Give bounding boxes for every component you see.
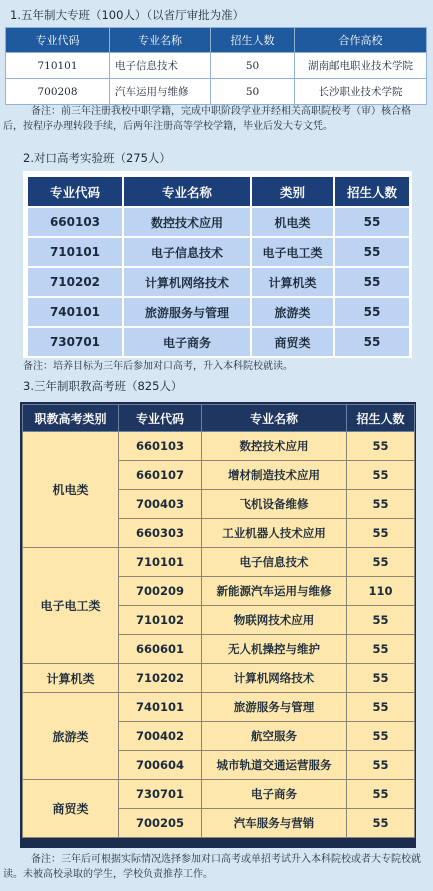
header-partner: 合作高校 — [295, 28, 427, 53]
cell-code: 710101 — [119, 548, 202, 577]
table-row — [27, 267, 410, 297]
cell-code: 700604 — [119, 751, 202, 780]
vocational-exam-panel — [20, 402, 416, 848]
cell-enrollment: 55 — [347, 519, 415, 548]
table-row — [27, 237, 410, 267]
cell-enrollment: 55 — [347, 548, 415, 577]
five-year-program-table — [5, 27, 427, 105]
header-major: 专业名称 — [110, 28, 211, 53]
cell-major: 计算机网络技术 — [123, 267, 251, 297]
cell-major: 汽车运用与维修 — [110, 79, 211, 105]
cell-enrollment: 55 — [347, 780, 415, 809]
header-major: 专业名称 — [202, 405, 347, 432]
cell-enrollment: 55 — [334, 267, 410, 297]
cell-major: 航空服务 — [202, 722, 347, 751]
table-row — [23, 548, 415, 577]
cell-partner: 湖南邮电职业技术学院 — [295, 53, 427, 79]
header-category: 类别 — [251, 176, 334, 207]
cell-code: 660103 — [27, 207, 123, 237]
cell-major: 计算机网络技术 — [202, 664, 347, 693]
cell-major: 电子信息技术 — [123, 237, 251, 267]
cell-major: 数控技术应用 — [202, 432, 347, 461]
cell-category: 电子电工类 — [251, 237, 334, 267]
cell-major: 工业机器人技术应用 — [202, 519, 347, 548]
header-code: 专业代码 — [27, 176, 123, 207]
cell-code: 700209 — [119, 577, 202, 606]
experimental-class-panel — [23, 171, 412, 358]
cell-code: 710101 — [6, 53, 110, 79]
cell-enrollment: 55 — [334, 327, 410, 357]
table-header-row — [6, 28, 427, 53]
cell-major: 数控技术应用 — [123, 207, 251, 237]
category-cell: 计算机类 — [23, 664, 119, 693]
cell-code: 660303 — [119, 519, 202, 548]
cell-major: 飞机设备维修 — [202, 490, 347, 519]
cell-code: 740101 — [27, 297, 123, 327]
category-cell: 机电类 — [23, 432, 119, 548]
cell-code: 710102 — [119, 606, 202, 635]
section2-heading: 2.对口高考实验班（275人） — [23, 151, 171, 165]
section1-note: 备注：前三年注册我校中职学籍，完成中职阶段学业并经相关高职院校考（审）核合格后，按程序办理转段手续，后两年注册高等学校学籍，毕业后发大专文凭。 — [3, 106, 411, 132]
cell-code: 700208 — [6, 79, 110, 105]
cell-code: 660107 — [119, 461, 202, 490]
section1-heading: 1.五年制大专班（100人）（以省厅审批为准） — [10, 8, 245, 22]
header-code: 专业代码 — [6, 28, 110, 53]
section2-note: 备注：培养目标为三年后参加对口高考，升入本科院校就读。 — [23, 361, 293, 372]
cell-major: 增材制造技术应用 — [202, 461, 347, 490]
section3-heading: 3.三年制职教高考班（825人） — [23, 379, 183, 393]
cell-category: 商贸类 — [251, 327, 334, 357]
header-major: 专业名称 — [123, 176, 251, 207]
table-row — [23, 432, 415, 461]
header-code: 专业代码 — [119, 405, 202, 432]
cell-enrollment: 110 — [347, 577, 415, 606]
table-header-row — [23, 405, 415, 432]
cell-code: 660103 — [119, 432, 202, 461]
category-cell: 商贸类 — [23, 780, 119, 838]
cell-code: 700402 — [119, 722, 202, 751]
cell-category: 旅游类 — [251, 297, 334, 327]
table-row — [27, 207, 410, 237]
cell-enrollment: 50 — [211, 53, 295, 79]
cell-major: 无人机操控与维护 — [202, 635, 347, 664]
category-cell: 电子电工类 — [23, 548, 119, 664]
cell-enrollment: 55 — [347, 606, 415, 635]
table-row — [23, 780, 415, 809]
cell-enrollment: 55 — [347, 635, 415, 664]
table-row — [6, 53, 427, 79]
header-exam-category: 职教高考类别 — [23, 405, 119, 432]
cell-major: 电子信息技术 — [202, 548, 347, 577]
cell-enrollment: 55 — [334, 297, 410, 327]
cell-enrollment: 55 — [347, 432, 415, 461]
cell-major: 汽车服务与营销 — [202, 809, 347, 838]
cell-enrollment: 55 — [347, 722, 415, 751]
cell-major: 城市轨道交通运营服务 — [202, 751, 347, 780]
cell-code: 740101 — [119, 693, 202, 722]
header-enrollment: 招生人数 — [334, 176, 410, 207]
cell-category: 计算机类 — [251, 267, 334, 297]
table-header-row — [27, 176, 410, 207]
category-cell: 旅游类 — [23, 693, 119, 780]
table-row — [23, 664, 415, 693]
cell-major: 旅游服务与管理 — [123, 297, 251, 327]
section3-note: 备注：三年后可根据实际情况选择参加对口高考或单招考试升入本科院校或者大专院校就读。未被高校录取的学生，学校负责推荐工作。 — [3, 854, 421, 880]
cell-code: 710101 — [27, 237, 123, 267]
cell-major: 电子商务 — [123, 327, 251, 357]
cell-enrollment: 55 — [334, 237, 410, 267]
cell-major: 电子商务 — [202, 780, 347, 809]
cell-major: 电子信息技术 — [110, 53, 211, 79]
cell-code: 710202 — [119, 664, 202, 693]
cell-major: 物联网技术应用 — [202, 606, 347, 635]
vocational-exam-table — [22, 404, 415, 838]
experimental-class-table — [26, 175, 411, 358]
cell-code: 700403 — [119, 490, 202, 519]
cell-enrollment: 50 — [211, 79, 295, 105]
cell-enrollment: 55 — [334, 207, 410, 237]
cell-partner: 长沙职业技术学院 — [295, 79, 427, 105]
table-row — [27, 327, 410, 357]
cell-enrollment: 55 — [347, 664, 415, 693]
table-row — [6, 79, 427, 105]
header-enrollment: 招生人数 — [347, 405, 415, 432]
cell-major: 新能源汽车运用与维修 — [202, 577, 347, 606]
cell-code: 730701 — [27, 327, 123, 357]
cell-category: 机电类 — [251, 207, 334, 237]
cell-code: 710202 — [27, 267, 123, 297]
table-row — [23, 693, 415, 722]
cell-code: 730701 — [119, 780, 202, 809]
cell-enrollment: 55 — [347, 809, 415, 838]
cell-code: 700205 — [119, 809, 202, 838]
cell-enrollment: 55 — [347, 461, 415, 490]
cell-enrollment: 55 — [347, 693, 415, 722]
header-enrollment: 招生人数 — [211, 28, 295, 53]
cell-enrollment: 55 — [347, 490, 415, 519]
cell-enrollment: 55 — [347, 751, 415, 780]
cell-code: 660601 — [119, 635, 202, 664]
cell-major: 旅游服务与管理 — [202, 693, 347, 722]
table-row — [27, 297, 410, 327]
